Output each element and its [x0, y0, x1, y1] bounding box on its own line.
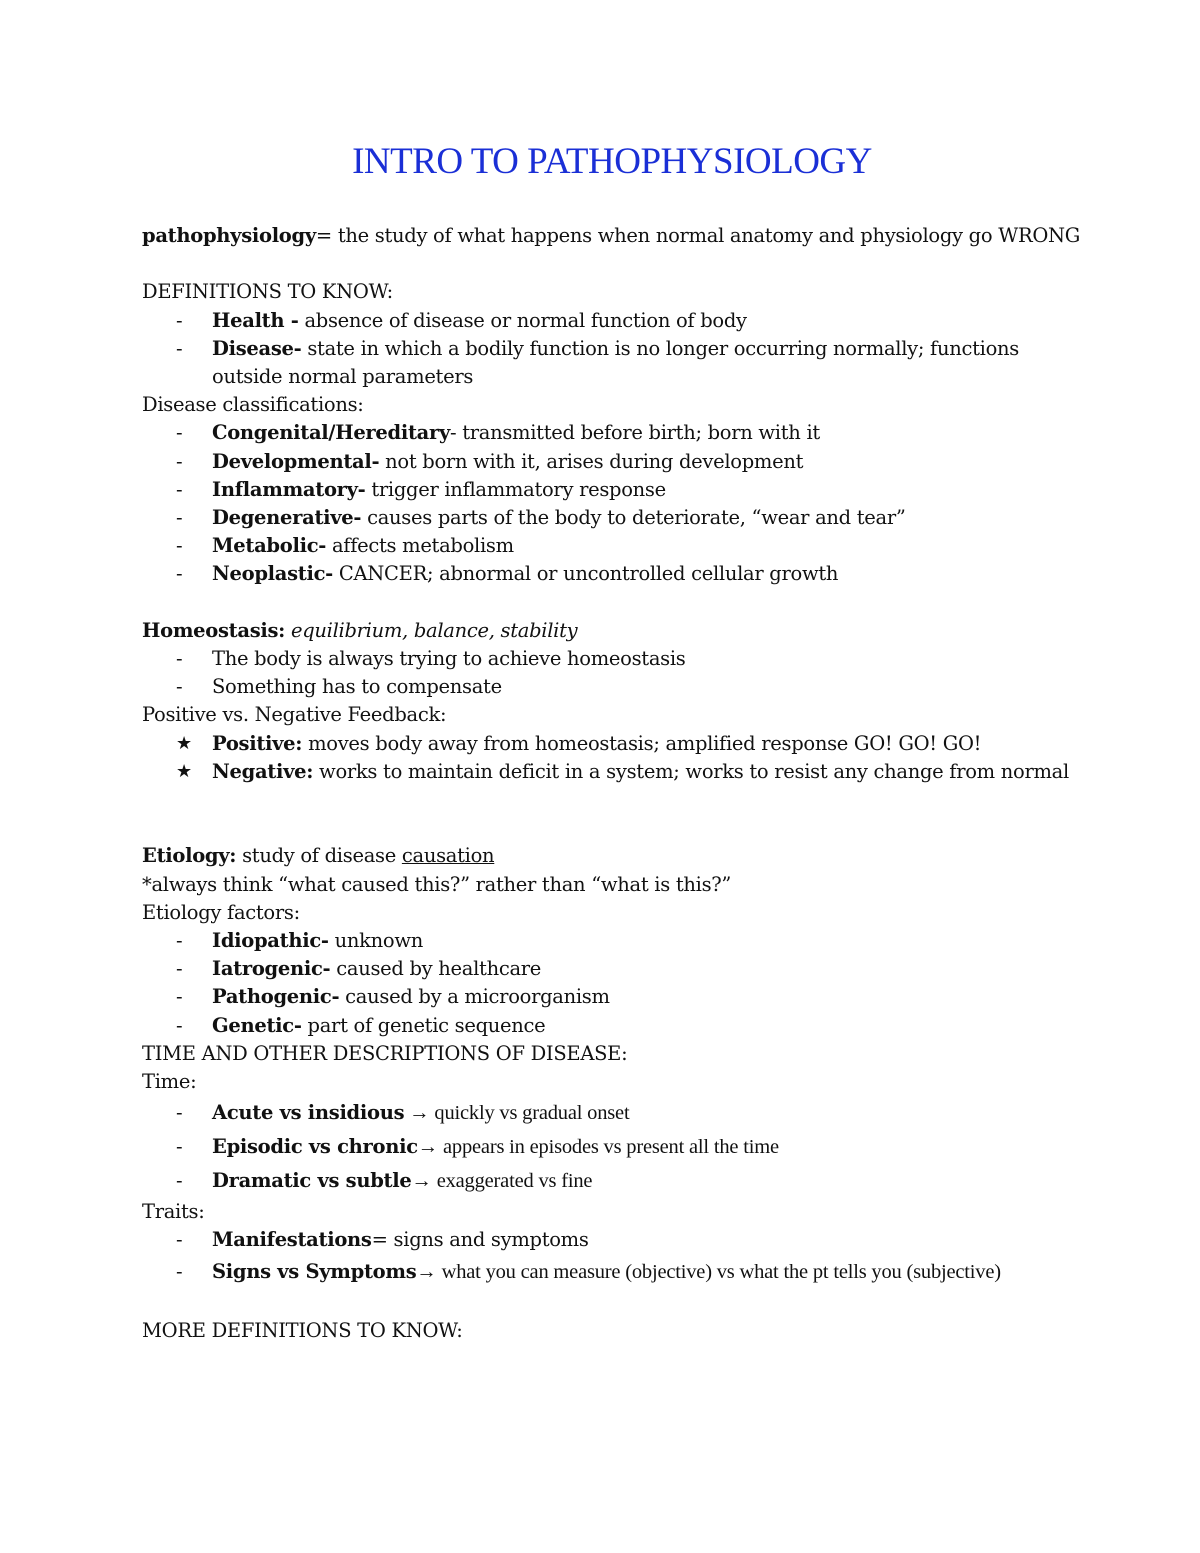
- item-text: not born with it, arises during development: [379, 449, 804, 473]
- dash-marker: -: [176, 957, 183, 981]
- item-term: Pathogenic-: [212, 985, 340, 1009]
- homeostasis-italic: equilibrium, balance, stability: [285, 618, 578, 642]
- list-item: [142, 1164, 1082, 1198]
- homeostasis-line: [142, 617, 1082, 645]
- dash-marker: -: [176, 1013, 183, 1037]
- list-item: [142, 673, 1082, 701]
- feedback-list: [142, 730, 1082, 786]
- feedback-heading: Positive vs. Negative Feedback:: [142, 703, 447, 727]
- list-item: [142, 730, 1082, 758]
- classifications-heading: Disease classifications:: [142, 393, 364, 417]
- dash-marker: -: [176, 1259, 183, 1283]
- document-title: INTRO TO PATHOPHYSIOLOGY: [352, 141, 872, 182]
- traits-label: Traits:: [142, 1200, 205, 1224]
- list-item: [142, 645, 1082, 673]
- item-text: = signs and symptoms: [371, 1228, 589, 1252]
- list-item: [142, 1255, 1082, 1289]
- item-term: Manifestations: [212, 1228, 372, 1252]
- list-item: [142, 560, 1082, 588]
- item-text: moves body away from homeostasis; amplified response GO! GO! GO!: [302, 731, 982, 755]
- item-text: trigger inflammatory response: [365, 477, 666, 501]
- intro-definition: [142, 222, 1082, 250]
- dash-marker: -: [176, 449, 183, 473]
- etiology-note: *always think “what caused this?” rather than “what is this?”: [142, 872, 732, 896]
- item-term: Congenital/Hereditary: [212, 421, 451, 445]
- item-term: Degenerative-: [212, 506, 362, 530]
- dash-marker: -: [176, 1169, 183, 1193]
- dash-marker: -: [176, 985, 183, 1009]
- list-item: [142, 504, 1082, 532]
- item-term: Idiopathic-: [212, 929, 329, 953]
- homeostasis-list: [142, 645, 1082, 701]
- item-term: Health -: [212, 308, 299, 332]
- item-term: Developmental-: [212, 449, 380, 473]
- star-icon: ★: [176, 760, 192, 782]
- item-term: Acute vs insidious: [212, 1101, 405, 1125]
- item-term: Iatrogenic-: [212, 957, 331, 981]
- item-term: Inflammatory-: [212, 477, 366, 501]
- list-item: [142, 532, 1082, 560]
- time-list: [142, 1096, 1082, 1198]
- item-text: state in which a bodily function is no longer occurring normally; functions outside normal parameters: [212, 336, 1019, 388]
- dash-marker: -: [176, 675, 183, 699]
- item-text: absence of disease or normal function of body: [298, 308, 747, 332]
- dash-marker: -: [176, 506, 183, 530]
- list-item: [142, 419, 1082, 447]
- etiology-text: study of disease: [236, 844, 402, 868]
- item-text: Something has to compensate: [212, 675, 502, 699]
- item-text: → exaggerated vs fine: [411, 1170, 593, 1193]
- item-text: affects metabolism: [326, 534, 514, 558]
- etiology-term: Etiology:: [142, 844, 237, 868]
- item-term: Neoplastic-: [212, 562, 333, 586]
- list-item: [142, 758, 1082, 786]
- item-text: works to maintain deficit in a system; works to resist any change from normal: [313, 759, 1069, 783]
- dash-marker: -: [176, 477, 183, 501]
- item-text: → what you can measure (objective) vs what the pt tells you (subjective): [416, 1260, 1001, 1283]
- definitions-list: [142, 307, 1082, 392]
- classifications-list: [142, 419, 1082, 588]
- dash-marker: -: [176, 929, 183, 953]
- item-text: caused by healthcare: [330, 957, 542, 981]
- intro-text: = the study of what happens when normal anatomy and physiology go WRONG: [315, 224, 1081, 247]
- document-page: [142, 140, 1082, 1345]
- list-item: [142, 955, 1082, 983]
- item-term: Episodic vs chronic: [212, 1135, 418, 1159]
- item-text: → quickly vs gradual onset: [404, 1102, 630, 1125]
- item-text: CANCER; abnormal or uncontrolled cellular growth: [332, 562, 839, 586]
- item-term: Genetic-: [212, 1013, 302, 1037]
- item-term: Metabolic-: [212, 534, 327, 558]
- item-text: - transmitted before birth; born with it: [450, 421, 820, 445]
- list-item: [142, 1012, 1082, 1040]
- item-term: Positive:: [212, 731, 303, 755]
- item-text: → appears in episodes vs present all the time: [417, 1136, 779, 1159]
- list-item: [142, 983, 1082, 1011]
- item-text: caused by a microorganism: [339, 985, 610, 1009]
- item-text: The body is always trying to achieve homeostasis: [212, 647, 686, 671]
- dash-marker: -: [176, 534, 183, 558]
- dash-marker: -: [176, 1135, 183, 1159]
- list-item: [142, 448, 1082, 476]
- dash-marker: -: [176, 562, 183, 586]
- dash-marker: -: [176, 308, 183, 332]
- list-item: [142, 1096, 1082, 1130]
- time-label: Time:: [142, 1070, 197, 1094]
- star-icon: ★: [176, 732, 192, 754]
- dash-marker: -: [176, 1228, 183, 1252]
- list-item: [142, 1226, 1082, 1254]
- intro-term: pathophysiology: [142, 224, 316, 247]
- list-item: [142, 476, 1082, 504]
- dash-marker: -: [176, 1101, 183, 1125]
- etiology-list: [142, 927, 1082, 1040]
- dash-marker: -: [176, 421, 183, 445]
- list-item: [142, 307, 1082, 335]
- list-item: [142, 927, 1082, 955]
- etiology-factors-heading: Etiology factors:: [142, 900, 300, 924]
- list-item: [142, 1130, 1082, 1164]
- item-term: Dramatic vs subtle: [212, 1169, 412, 1193]
- item-term: Signs vs Symptoms: [212, 1259, 417, 1283]
- etiology-underlined: causation: [401, 844, 495, 868]
- item-text: part of genetic sequence: [301, 1013, 546, 1037]
- dash-marker: -: [176, 647, 183, 671]
- more-definitions-heading: MORE DEFINITIONS TO KNOW:: [142, 1318, 463, 1342]
- definitions-heading: DEFINITIONS TO KNOW:: [142, 280, 393, 304]
- item-term: Disease-: [212, 336, 302, 360]
- item-text: unknown: [328, 929, 423, 953]
- dash-marker: -: [176, 336, 183, 360]
- homeostasis-term: Homeostasis:: [142, 618, 286, 642]
- etiology-line: [142, 842, 1082, 870]
- list-item: [142, 335, 1082, 391]
- traits-list: [142, 1226, 1082, 1288]
- item-text: causes parts of the body to deteriorate, “wear and tear”: [361, 506, 906, 530]
- item-term: Negative:: [212, 759, 314, 783]
- time-section-heading: TIME AND OTHER DESCRIPTIONS OF DISEASE:: [142, 1041, 628, 1065]
